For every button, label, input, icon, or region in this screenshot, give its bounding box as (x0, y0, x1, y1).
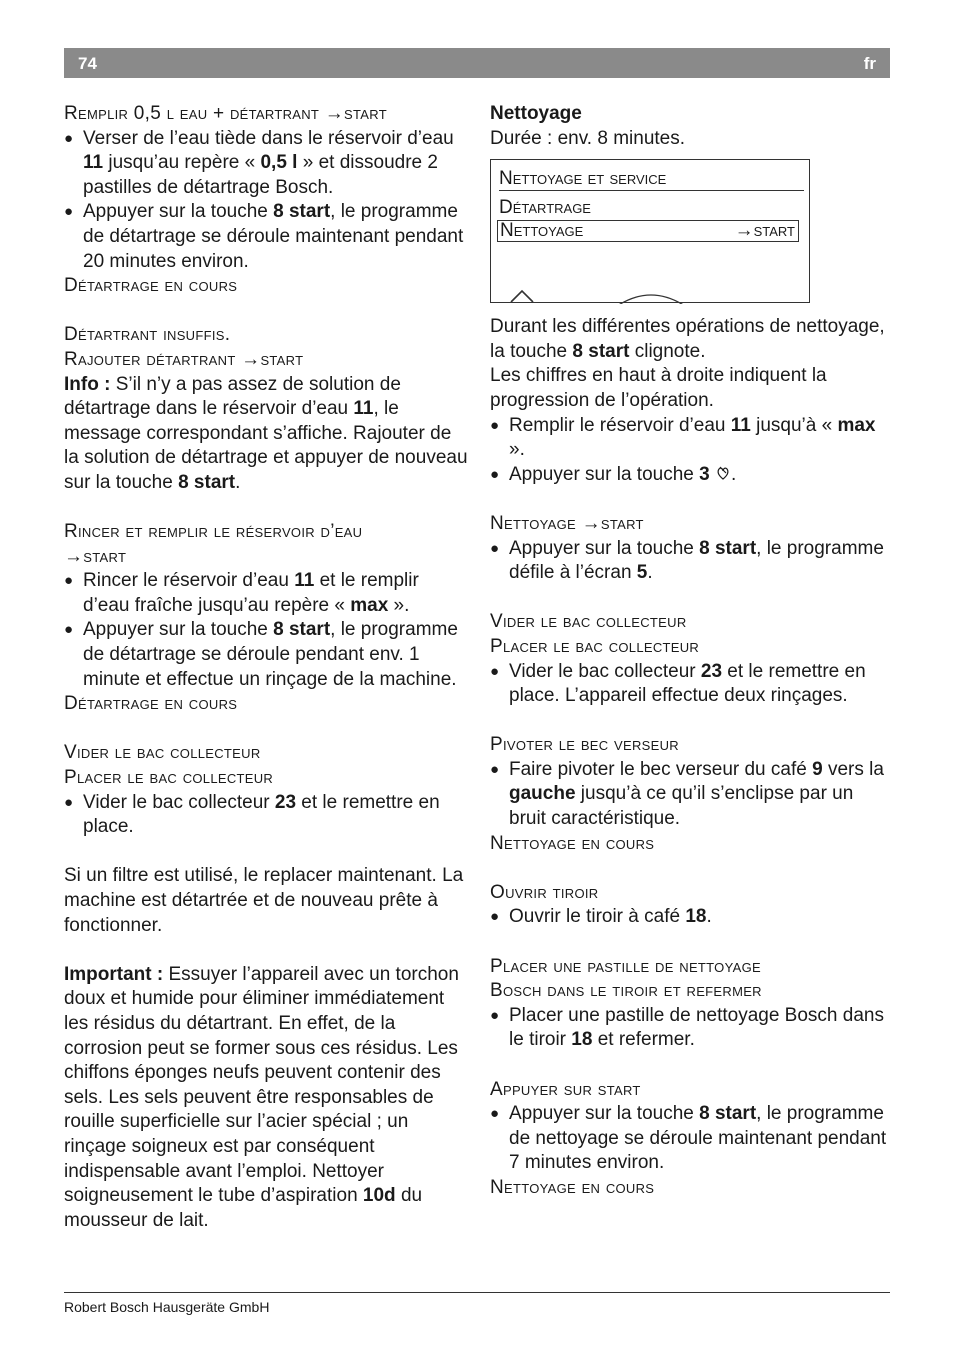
display-message-place-tablet-2: Bosch dans le tiroir et refermer (490, 980, 762, 1002)
display-message-place-tablet: Placer une pastille de nettoyage (490, 955, 761, 977)
bullet-press-start-2: ● Appuyer sur la touche 8 start, le programme de détartrage se déroule pendant env. 1 minute et effectue un rinçage de la machine. (64, 618, 468, 692)
footer-divider (64, 1292, 890, 1293)
bullet-empty-tray: ● Vider le bac collecteur 23 et le remettre en place. (64, 791, 468, 840)
display-message-place-tray-r: Placer le bac collecteur (490, 635, 700, 657)
display-selected-label: Nettoyage (500, 220, 584, 242)
bullet-rotate-spout: ● Faire pivoter le bec verseur du café 9 vers la gauche jusqu’à ce qu’il s’enclipse par un bruit caractéristique. (490, 758, 890, 832)
filter-paragraph: Si un filtre est utilisé, le replacer maintenant. La machine est détartrée et de nouveau prête à fonctionner. (64, 865, 464, 936)
page-number: 74 (78, 54, 97, 73)
machine-display (490, 159, 810, 303)
paragraph-progress: Les chiffres en haut à droite indiquent la progression de l’opération. (490, 365, 827, 411)
display-message-cleaning-2: Nettoyage en cours (490, 1176, 655, 1198)
display-message-press-start: Appuyer sur start (490, 1078, 641, 1100)
bullet-rinse-tank: ● Rincer le réservoir d’eau 11 et le remplir d’eau fraîche jusqu’au repère « max ». (64, 569, 468, 618)
display-message-open-drawer: Ouvrir tiroir (490, 881, 599, 903)
bullet-place-tablet: ● Placer une pastille de nettoyage Bosch dans le tiroir 18 et refermer. (490, 1004, 890, 1053)
display-message-descaling: Détartrage en cours (64, 275, 238, 297)
left-column (64, 102, 468, 1233)
bullet-press-start: ● Appuyer sur la touche 8 start, le programme de détartrage se déroule maintenant pendant 20 minutes environ. (64, 200, 468, 274)
display-message-empty-tray: Vider le bac collecteur (64, 742, 261, 764)
display-message-place-tray: Placer le bac collecteur (64, 767, 274, 789)
page-header-bar (64, 48, 890, 78)
bullet-pour-water: ● Verser de l’eau tiède dans le réservoir d’eau 11 jusqu’au repère « 0,5 l » et dissoudre 2 pastilles de détartrage Bosch. (64, 127, 468, 201)
display-selected-action: →start (734, 220, 795, 242)
display-message-cleaning: Nettoyage en cours (490, 832, 655, 854)
bullet-press-care: ● Appuyer sur la touche 3 . (490, 463, 890, 488)
bullet-press-start-4: ● Appuyer sur la touche 8 start, le programme de nettoyage se déroule maintenant pendant 7 minutes environ. (490, 1102, 890, 1176)
display-message-clean-start: Nettoyage →start (490, 512, 644, 534)
bullet-empty-tray-r: ● Vider le bac collecteur 23 et le remettre en place. L’appareil effectue deux rinçages. (490, 660, 890, 709)
display-title: Nettoyage et service (499, 168, 804, 191)
display-message-add-descaler: Rajouter détartrant →start (64, 348, 304, 370)
duration-text: Durée : env. 8 minutes. (490, 127, 686, 149)
bullet-fill-tank: ● Remplir le réservoir d’eau 11 jusqu’à « max ». (490, 414, 890, 463)
display-decoration (491, 160, 811, 304)
display-message-fill-water: Remplir 0,5 l eau + détartrant →start (64, 103, 387, 124)
display-message-rinse: Rincer et remplir le réservoir d’eau (64, 521, 363, 543)
display-message-rotate-spout: Pivoter le bec verseur (490, 734, 679, 756)
footer-company: Robert Bosch Hausgeräte GmbH (64, 1299, 270, 1315)
display-message-rinse-start: →start (64, 545, 127, 567)
right-column (490, 102, 890, 1201)
paragraph-start-blinks: Durant les différentes opérations de nettoyage, la touche 8 start clignote. (490, 316, 885, 362)
display-option-descaling: Détartrage (499, 197, 591, 219)
bullet-press-start-3: ● Appuyer sur la touche 8 start, le programme défile à l’écran 5. (490, 537, 890, 586)
up-arrow-icon (511, 291, 533, 302)
care-icon (715, 465, 731, 481)
display-message-empty-tray-r: Vider le bac collecteur (490, 611, 687, 633)
section-heading: Nettoyage (490, 103, 582, 124)
info-paragraph: Info : S’il n’y a pas assez de solution de détartrage dans le réservoir d’eau 11, le message correspondant s’affiche. Rajouter de la solution de détartrage et appuyer de nouveau sur la touche 8 start. (64, 373, 468, 493)
bullet-open-drawer: ● Ouvrir le tiroir à café 18. (490, 905, 890, 930)
display-message-descaling-2: Détartrage en cours (64, 693, 238, 715)
language-code: fr (863, 54, 876, 73)
important-paragraph: Important : Essuyer l’appareil avec un torchon doux et humide pour éliminer immédiatement les résidus du détartrant. En effet, de la corrosion peut se former sous ces résidus. Les chiffons éponges neufs peuvent contenir des sels. Les sels peuvent être responsables de rouille superficielle sur l’acier spécial ; un rinçage soigneux est par conséquent indispensable avant l’emploi. Nettoyer soigneusement le tube d’aspiration 10d du mousseur de lait. (64, 963, 459, 1231)
rotary-knob-arc (617, 295, 685, 304)
display-message-insufficient: Détartrant insuffis. (64, 324, 231, 346)
